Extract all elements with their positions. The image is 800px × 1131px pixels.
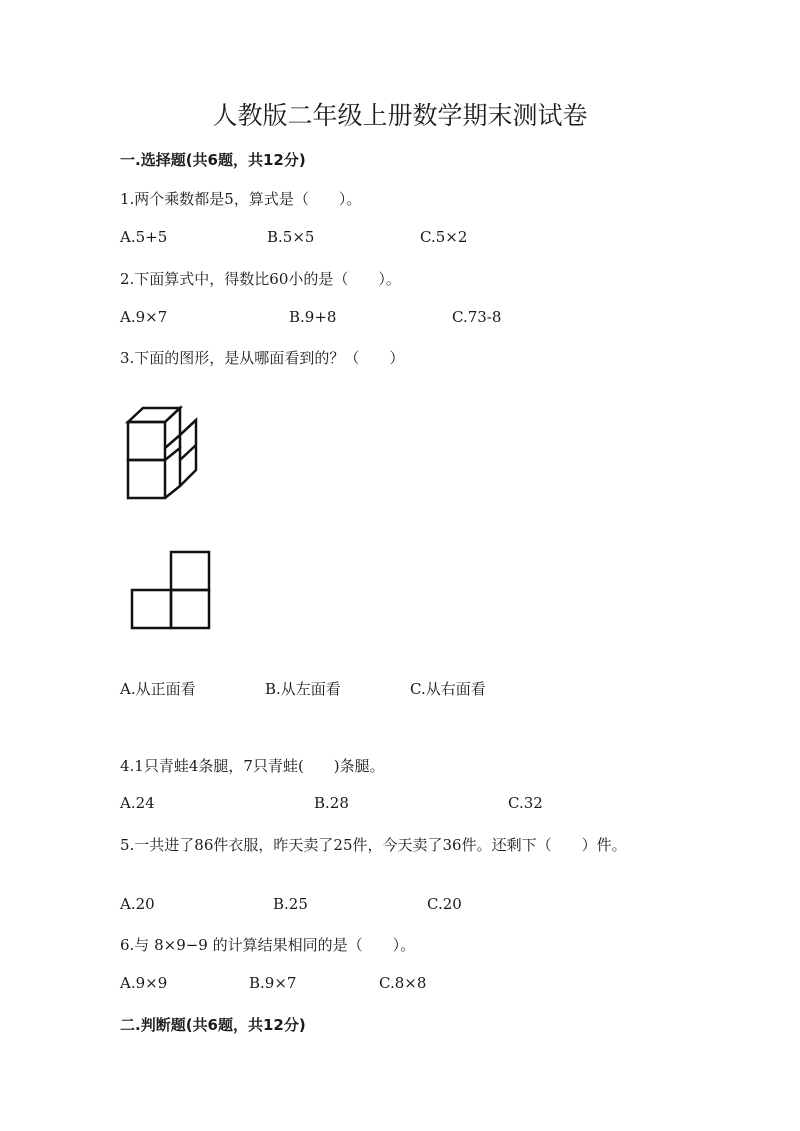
question-6-option-c: C.8×8 (379, 974, 427, 992)
page-title: 人教版二年级上册数学期末测试卷 (212, 101, 588, 130)
cube-stack-figure (120, 400, 210, 505)
question-4-option-a: A.24 (120, 794, 155, 812)
section-heading-choice: 一.选择题(共6题，共12分) (120, 151, 306, 169)
question-1: 1.两个乘数都是5，算式是（ ）。 (120, 190, 362, 208)
question-2-option-a: A.9×7 (120, 308, 168, 326)
question-1-option-b: B.5×5 (267, 228, 315, 246)
question-1-option-a: A.5+5 (120, 228, 168, 246)
question-6: 6.与 8×9−9 的计算结果相同的是（ ）。 (120, 936, 416, 954)
question-3-option-c: C.从右面看 (410, 680, 486, 698)
section-heading-judgement: 二.判断题(共6题，共12分) (120, 1016, 306, 1034)
question-5: 5.一共进了86件衣服，昨天卖了25件，今天卖了36件。还剩下（ ）件。 (120, 836, 627, 854)
question-2: 2.下面算式中，得数比60小的是（ ）。 (120, 270, 401, 288)
question-6-option-a: A.9×9 (120, 974, 168, 992)
view-squares-figure (124, 550, 214, 630)
question-2-option-b: B.9+8 (289, 308, 337, 326)
question-3: 3.下面的图形，是从哪面看到的？（ ） (120, 349, 405, 367)
question-3-option-b: B.从左面看 (265, 680, 341, 698)
question-4-option-c: C.32 (508, 794, 543, 812)
question-5-option-a: A.20 (120, 895, 155, 913)
question-5-option-b: B.25 (273, 895, 308, 913)
question-4-option-b: B.28 (314, 794, 349, 812)
question-2-option-c: C.73-8 (452, 308, 502, 326)
question-5-option-c: C.20 (427, 895, 462, 913)
question-1-option-c: C.5×2 (420, 228, 468, 246)
question-3-option-a: A.从正面看 (120, 680, 196, 698)
question-4: 4.1只青蛙4条腿，7只青蛙( )条腿。 (120, 757, 385, 775)
question-6-option-b: B.9×7 (249, 974, 297, 992)
